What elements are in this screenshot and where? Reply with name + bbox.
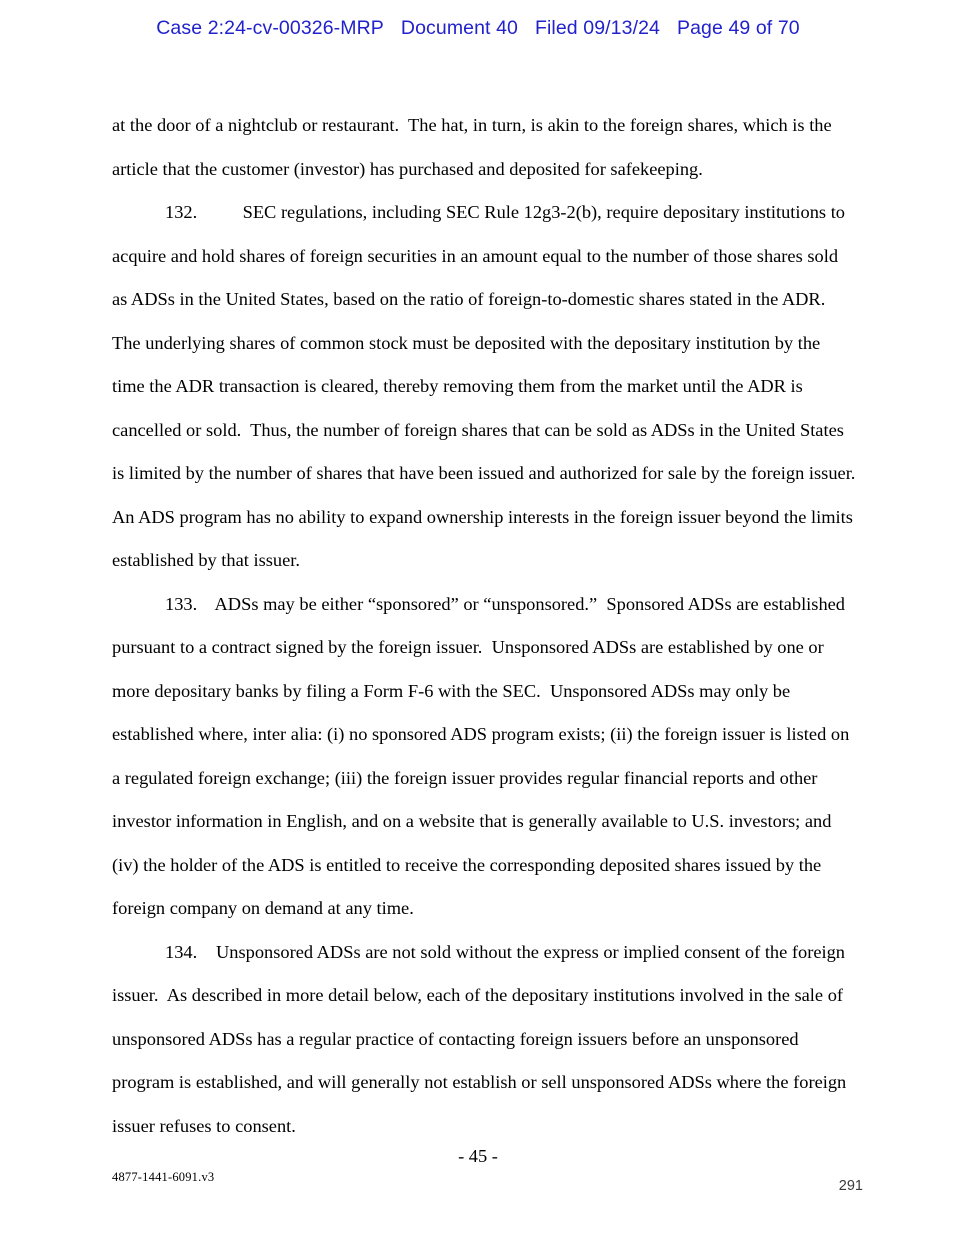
- paragraph-number: 133.: [165, 593, 198, 614]
- text-line: as ADSs in the United States, based on the ratio of foreign-to-domestic shares stated in the ADR.: [112, 289, 826, 309]
- text-line: foreign company on demand at any time.: [112, 898, 414, 918]
- ecf-filed-date: Filed 09/13/24: [534, 17, 660, 39]
- text-line: program is established, and will generally not establish or sell unsponsored ADSs where the foreign: [112, 1072, 847, 1092]
- text-line: unsponsored ADSs has a regular practice of contacting foreign issuers before an unsponsored: [112, 1028, 799, 1049]
- text-line: established by that issuer.: [112, 550, 300, 570]
- text-line: 133. ADSs may be either “sponsored” or “unsponsored.” Sponsored ADSs are established: [112, 583, 845, 627]
- text-line: time the ADR transaction is cleared, thereby removing them from the market until the ADR is: [112, 376, 803, 396]
- text-line: article that the customer (investor) has purchased and deposited for safekeeping.: [112, 158, 703, 179]
- text-line: investor information in English, and on a website that is generally available to U.S. investors; and: [112, 811, 832, 831]
- paragraph-number: 134.: [165, 941, 198, 962]
- page-number-footer: - 45 -: [458, 1146, 498, 1166]
- text-line: more depositary banks by filing a Form F-6 with the SEC. Unsponsored ADSs may only be: [112, 680, 791, 701]
- paragraph-132: [112, 191, 856, 583]
- text-line: 134. Unsponsored ADSs are not sold without the express or implied consent of the foreign: [112, 931, 845, 975]
- document-body: [112, 104, 856, 1148]
- text-line: is limited by the number of shares that have been issued and authorized for sale by the foreign issuer.: [112, 463, 856, 483]
- text-line: acquire and hold shares of foreign securities in an amount equal to the number of those shares sold: [112, 245, 839, 266]
- ecf-document-number: Document 40: [400, 17, 518, 39]
- paragraph-133: [112, 583, 850, 931]
- text-line: An ADS program has no ability to expand ownership interests in the foreign issuer beyond the limits: [112, 506, 853, 527]
- text-line: pursuant to a contract signed by the foreign issuer. Unsponsored ADSs are established by one or: [112, 637, 824, 657]
- text-line: a regulated foreign exchange; (iii) the foreign issuer provides regular financial reports and other: [112, 767, 818, 788]
- text-line: (iv) the holder of the ADS is entitled to receive the corresponding deposited shares issued by the: [112, 854, 822, 875]
- ecf-case-number: Case 2:24-cv-00326-MRP: [156, 17, 384, 39]
- text-line: cancelled or sold. Thus, the number of foreign shares that can be sold as ADSs in the United States: [112, 419, 844, 440]
- text-line: 132. SEC regulations, including SEC Rule 12g3-2(b), require depositary institutions to: [112, 191, 845, 235]
- text-line: established where, inter alia: (i) no sponsored ADS program exists; (ii) the foreign issuer is listed on: [112, 724, 850, 744]
- ecf-header-stamp: [0, 17, 956, 40]
- bates-number: 291: [838, 1178, 863, 1194]
- text-line: issuer. As described in more detail below, each of the depositary institutions involved in the sale of: [112, 985, 844, 1005]
- text-line: at the door of a nightclub or restaurant. The hat, in turn, is akin to the foreign shares, which is the: [112, 115, 832, 135]
- document-id-footer: 4877-1441-6091.v3: [112, 1170, 215, 1184]
- text-line: issuer refuses to consent.: [112, 1115, 296, 1136]
- paragraph-continued: [112, 104, 845, 191]
- paragraph-number: 132.: [165, 202, 198, 222]
- paragraph-134: [112, 931, 845, 1149]
- ecf-page-number: Page 49 of 70: [676, 17, 800, 39]
- text-line: The underlying shares of common stock must be deposited with the depositary institution by the: [112, 332, 821, 353]
